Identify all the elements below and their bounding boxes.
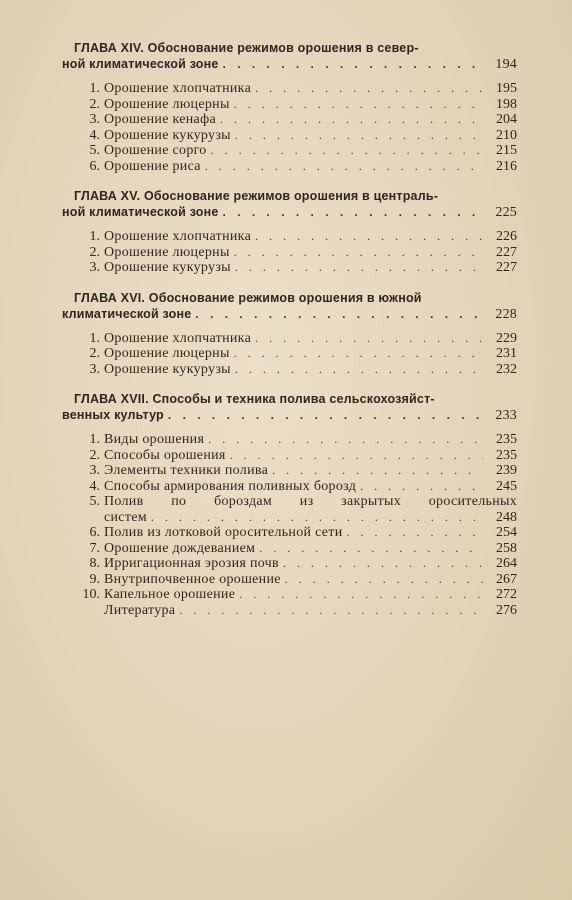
entry-title: Орошение хлопчатника — [104, 81, 252, 96]
toc-entry — [62, 494, 517, 510]
toc-entry — [62, 260, 517, 276]
chapter-title-cont: венных культур — [62, 408, 164, 422]
toc-entry — [62, 541, 517, 557]
chapter-title-cont: климатической зоне — [62, 306, 192, 321]
entry-number: 3. — [89, 361, 100, 377]
entry-number: 1. — [89, 330, 100, 346]
entry-number: 2. — [89, 346, 100, 361]
entry-page: 216 — [496, 158, 517, 174]
toc-entry — [62, 331, 517, 347]
entry-number: 3. — [89, 260, 100, 275]
toc-entry — [62, 128, 517, 144]
chapter-15 — [62, 188, 517, 276]
leader-dots — [360, 479, 483, 495]
chapter-title: ГЛАВА XVII. Способы и техника полива сельскохозяйст- — [74, 392, 435, 406]
toc-entry — [62, 556, 517, 572]
leader-dots — [234, 97, 483, 113]
entry-page: 258 — [496, 540, 517, 556]
toc-entry — [62, 525, 517, 541]
entry-title: Способы орошения — [104, 447, 226, 463]
leader-dots — [234, 245, 483, 261]
chapter-17 — [62, 391, 517, 618]
chapter-heading-line2 — [62, 306, 517, 323]
entry-title: Орошение риса — [104, 158, 201, 174]
leader-dots — [195, 306, 483, 322]
entry-title: Орошение кенафа — [104, 112, 216, 127]
toc-entry — [62, 81, 517, 97]
chapter-title: ГЛАВА XV. Обоснование режимов орошения в централь- — [74, 189, 439, 203]
chapter-heading-line1 — [62, 188, 517, 204]
toc-entry — [62, 362, 517, 378]
entry-title: Полив по бороздам из закрытых оросительных — [104, 494, 517, 509]
leader-dots — [205, 159, 483, 175]
leader-dots — [235, 362, 483, 378]
leader-dots — [223, 204, 483, 220]
toc-entry — [62, 229, 517, 245]
entry-title: Орошение кукурузы — [104, 361, 231, 377]
entry-page: 198 — [496, 96, 517, 112]
toc-entry — [62, 479, 517, 495]
entry-number: 5. — [89, 494, 100, 509]
leader-dots — [208, 432, 483, 448]
entry-page: 267 — [496, 571, 517, 587]
entry-title-cont: систем — [104, 509, 147, 525]
leader-dots — [259, 541, 483, 557]
leader-dots — [211, 143, 483, 159]
leader-dots — [151, 510, 483, 526]
leader-dots — [179, 603, 483, 619]
chapter-heading-line1 — [62, 290, 517, 306]
toc-entry — [62, 97, 517, 113]
entry-page: 264 — [496, 556, 517, 571]
entry-title: Орошение сорго — [104, 143, 207, 158]
entry-title: Внутрипочвенное орошение — [104, 571, 281, 587]
toc-entry — [62, 448, 517, 464]
entry-title: Орошение кукурузы — [104, 260, 231, 275]
toc-entry — [62, 587, 517, 603]
entry-list — [62, 331, 517, 378]
leader-dots — [283, 556, 483, 572]
entry-number: 4. — [89, 478, 100, 494]
entry-title: Ирригационная эрозия почв — [104, 556, 279, 571]
entry-title: Орошение хлопчатника — [104, 229, 252, 244]
entry-title: Орошение люцерны — [104, 96, 230, 112]
entry-number: 4. — [89, 127, 100, 143]
leader-dots — [255, 229, 483, 245]
entry-number: 5. — [89, 143, 100, 158]
entry-number: 2. — [89, 96, 100, 112]
entry-title: Полив из лотковой оросительной сети — [104, 525, 343, 540]
entry-number: 3. — [89, 112, 100, 127]
toc-entry — [62, 432, 517, 448]
toc-entry — [62, 112, 517, 128]
entry-title: Орошение дождеванием — [104, 540, 256, 556]
toc-entry — [62, 346, 517, 362]
entry-number: 2. — [89, 244, 100, 260]
entry-page: 254 — [496, 525, 517, 540]
chapter-page: 194 — [495, 57, 517, 72]
chapter-page: 233 — [495, 408, 517, 423]
entry-page: 227 — [496, 260, 517, 275]
chapter-title-cont: ной климатической зоне — [62, 57, 219, 71]
entry-title: Виды орошения — [104, 432, 205, 447]
entry-page: 226 — [496, 229, 517, 244]
leader-dots — [285, 572, 483, 588]
leader-dots — [230, 448, 483, 464]
leader-dots — [235, 128, 483, 144]
entry-number: 6. — [89, 158, 100, 174]
chapter-14 — [62, 40, 517, 174]
toc-entry-continuation — [62, 510, 517, 526]
leader-dots — [223, 56, 483, 72]
entry-page: 245 — [496, 478, 517, 494]
leader-dots — [255, 331, 483, 347]
leader-dots — [234, 346, 483, 362]
entry-number: 1. — [89, 432, 100, 447]
entry-title: Литература — [104, 602, 176, 618]
entry-page: 248 — [496, 509, 517, 525]
chapter-title-cont: ной климатической зоне — [62, 205, 219, 219]
entry-title: Орошение люцерны — [104, 346, 230, 361]
entry-number: 9. — [89, 571, 100, 587]
toc-entry-literature — [62, 603, 517, 619]
entry-list — [62, 432, 517, 618]
chapter-title: ГЛАВА XVI. Обоснование режимов орошения в южной — [74, 290, 422, 305]
chapter-heading-line2 — [62, 204, 517, 221]
entry-number: 10. — [82, 587, 100, 602]
entry-page: 210 — [496, 127, 517, 143]
entry-page: 231 — [496, 346, 517, 361]
chapter-title: ГЛАВА XIV. Обоснование режимов орошения в север- — [74, 41, 419, 55]
entry-number: 1. — [89, 81, 100, 96]
entry-page: 239 — [496, 463, 517, 478]
entry-title: Орошение люцерны — [104, 244, 230, 260]
entry-page: 229 — [496, 330, 517, 346]
toc-entry — [62, 143, 517, 159]
leader-dots — [255, 81, 483, 97]
entry-number: 2. — [89, 447, 100, 463]
entry-title: Орошение хлопчатника — [104, 330, 252, 346]
leader-dots — [347, 525, 483, 541]
entry-page: 235 — [496, 432, 517, 447]
entry-number: 6. — [89, 525, 100, 540]
chapter-page: 228 — [495, 306, 517, 322]
entry-page: 232 — [496, 361, 517, 377]
toc-entry — [62, 572, 517, 588]
toc-entry — [62, 245, 517, 261]
entry-title: Капельное орошение — [104, 587, 236, 602]
entry-page: 195 — [496, 81, 517, 96]
toc-entry — [62, 159, 517, 175]
chapter-heading-line2 — [62, 56, 517, 73]
entry-list — [62, 81, 517, 174]
toc-entry — [62, 463, 517, 479]
chapter-heading-line1 — [62, 391, 517, 407]
entry-title: Элементы техники полива — [104, 463, 269, 478]
leader-dots — [168, 407, 483, 423]
entry-page: 235 — [496, 447, 517, 463]
leader-dots — [220, 112, 483, 128]
entry-page: 272 — [496, 587, 517, 602]
entry-page: 227 — [496, 244, 517, 260]
entry-page: 204 — [496, 112, 517, 127]
entry-number: 7. — [89, 540, 100, 556]
entry-title: Способы армирования поливных борозд — [104, 478, 357, 494]
leader-dots — [272, 463, 483, 479]
entry-number: 8. — [89, 556, 100, 571]
chapter-page: 225 — [495, 205, 517, 220]
entry-list — [62, 229, 517, 276]
entry-page: 276 — [496, 602, 517, 618]
entry-number: 1. — [89, 229, 100, 244]
entry-number: 3. — [89, 463, 100, 478]
table-of-contents — [62, 40, 517, 632]
chapter-heading-line2 — [62, 407, 517, 424]
leader-dots — [235, 260, 483, 276]
entry-title: Орошение кукурузы — [104, 127, 231, 143]
chapter-16 — [62, 290, 517, 378]
chapter-heading-line1 — [62, 40, 517, 56]
leader-dots — [239, 587, 483, 603]
entry-page: 215 — [496, 143, 517, 158]
